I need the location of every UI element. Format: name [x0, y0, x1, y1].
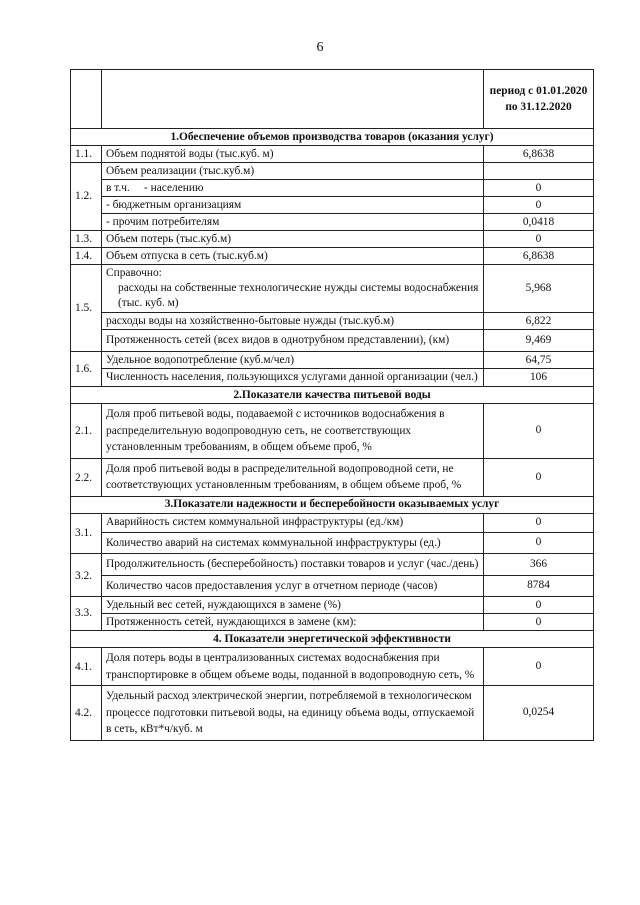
- table-row: [71, 313, 594, 330]
- row-label: Доля проб питьевой воды в распределительной водопроводной сети, не соответствующих установленным требованиям, в общем объеме проб, %: [102, 458, 484, 496]
- table-row: [71, 352, 594, 369]
- table-row: [71, 513, 594, 532]
- section-row: [71, 631, 594, 648]
- row-label: Продолжительность (бесперебойность) поставки товаров и услуг (час./день): [102, 554, 484, 576]
- table-row: [71, 532, 594, 554]
- row-value: 0: [484, 197, 594, 214]
- table-row: [71, 265, 594, 313]
- page-number: 6: [316, 40, 324, 55]
- table-header-row: [71, 70, 594, 129]
- table-row: [71, 369, 594, 387]
- row-number: 1.5.: [71, 265, 102, 352]
- section-row: [71, 496, 594, 513]
- row-label: Протяженность сетей, нуждающихся в замене (км):: [102, 614, 484, 631]
- row-value: 6,8638: [484, 146, 594, 163]
- row-label: Объем отпуска в сеть (тыс.куб.м): [102, 248, 484, 265]
- row-number: 4.2.: [71, 686, 102, 741]
- row-label: расходы воды на хозяйственно-бытовые нужды (тыс.куб.м): [102, 313, 484, 330]
- table-row: [71, 597, 594, 614]
- row-value: 0: [484, 404, 594, 459]
- row-value: 0,0418: [484, 214, 594, 231]
- table-row: [71, 231, 594, 248]
- row-value: 0: [484, 231, 594, 248]
- section-title: 4. Показатели энергетической эффективности: [71, 631, 594, 648]
- row-value: 0,0254: [484, 686, 594, 741]
- table-row: [71, 686, 594, 741]
- row-label: - прочим потребителям: [102, 214, 484, 231]
- table-row: [71, 146, 594, 163]
- row-number: 1.3.: [71, 231, 102, 248]
- row-value: 0: [484, 180, 594, 197]
- row-label: Доля потерь воды в централизованных системах водоснабжения при транспортировке в общем объеме воды, поданной в водопроводную сеть, %: [102, 648, 484, 686]
- reference-label: расходы на собственные технологические нужды системы водоснабжения (тыс. куб. м): [118, 282, 479, 309]
- section-row: [71, 387, 594, 404]
- header-label-cell: [102, 70, 484, 129]
- row-label: - бюджетным организациям: [102, 197, 484, 214]
- indicators-table: [70, 69, 594, 741]
- period-header: период с 01.01.2020 по 31.12.2020: [484, 70, 594, 129]
- table-row: [71, 180, 594, 197]
- row-label: Количество часов предоставления услуг в отчетном периоде (часов): [102, 575, 484, 597]
- row-label: Удельный расход электрической энергии, потребляемой в технологическом процессе подготовки питьевой воды, на единицу объема воды, отпускаемой в сеть, кВт*ч/куб. м: [102, 686, 484, 741]
- row-value: 9,469: [484, 330, 594, 352]
- table-row: [71, 648, 594, 686]
- section-title: 2.Показатели качества питьевой воды: [71, 387, 594, 404]
- table-row: [71, 248, 594, 265]
- row-value: 6,8638: [484, 248, 594, 265]
- row-label: Объем реализации (тыс.куб.м): [102, 163, 484, 180]
- row-value: 106: [484, 369, 594, 387]
- table-row: [71, 163, 594, 180]
- row-number: 1.6.: [71, 352, 102, 387]
- row-label: Объем потерь (тыс.куб.м): [102, 231, 484, 248]
- section-title: 3.Показатели надежности и бесперебойности оказываемых услуг: [71, 496, 594, 513]
- row-value: 0: [484, 458, 594, 496]
- table-row: [71, 458, 594, 496]
- row-value: 6,822: [484, 313, 594, 330]
- table-row: [71, 197, 594, 214]
- row-number: 4.1.: [71, 648, 102, 686]
- row-value: [484, 163, 594, 180]
- row-number: 2.1.: [71, 404, 102, 459]
- table-row: [71, 214, 594, 231]
- section-title: 1.Обеспечение объемов производства товаров (оказания услуг): [71, 129, 594, 146]
- row-label: Количество аварий на системах коммунальной инфраструктуры (ед.): [102, 532, 484, 554]
- table-row: [71, 614, 594, 631]
- row-label: Численность населения, пользующихся услугами данной организации (чел.): [102, 369, 484, 387]
- row-label: Объем поднятой воды (тыс.куб. м): [102, 146, 484, 163]
- row-number: 2.2.: [71, 458, 102, 496]
- section-row: [71, 129, 594, 146]
- table-row: [71, 404, 594, 459]
- row-value: 0: [484, 614, 594, 631]
- row-label: Удельное водопотребление (куб.м/чел): [102, 352, 484, 369]
- row-label: [102, 265, 484, 313]
- row-value: 0: [484, 648, 594, 686]
- row-label: Аварийность систем коммунальной инфраструктуры (ед./км): [102, 513, 484, 532]
- row-label: Доля проб питьевой воды, подаваемой с источников водоснабжения в распределительную водопроводную сеть, не соответствующих установленным требованиям, в общем объеме проб, %: [102, 404, 484, 459]
- row-number: 3.3.: [71, 597, 102, 631]
- row-number: 3.1.: [71, 513, 102, 554]
- row-label: Удельный вес сетей, нуждающихся в замене (%): [102, 597, 484, 614]
- table-row: [71, 575, 594, 597]
- row-value: 8784: [484, 575, 594, 597]
- row-number: 1.2.: [71, 163, 102, 231]
- reference-heading: Справочно:: [106, 267, 162, 279]
- header-num-cell: [71, 70, 102, 129]
- row-number: 1.4.: [71, 248, 102, 265]
- row-number: 1.1.: [71, 146, 102, 163]
- row-value: 64,75: [484, 352, 594, 369]
- row-value: 0: [484, 513, 594, 532]
- table-row: [71, 554, 594, 576]
- row-value: 366: [484, 554, 594, 576]
- row-number: 3.2.: [71, 554, 102, 597]
- row-label: Протяженность сетей (всех видов в однотрубном представлении), (км): [102, 330, 484, 352]
- row-value: 0: [484, 532, 594, 554]
- row-value: 0: [484, 597, 594, 614]
- table-row: [71, 330, 594, 352]
- row-label: в т.ч. - населению: [102, 180, 484, 197]
- row-value: 5,968: [484, 265, 594, 313]
